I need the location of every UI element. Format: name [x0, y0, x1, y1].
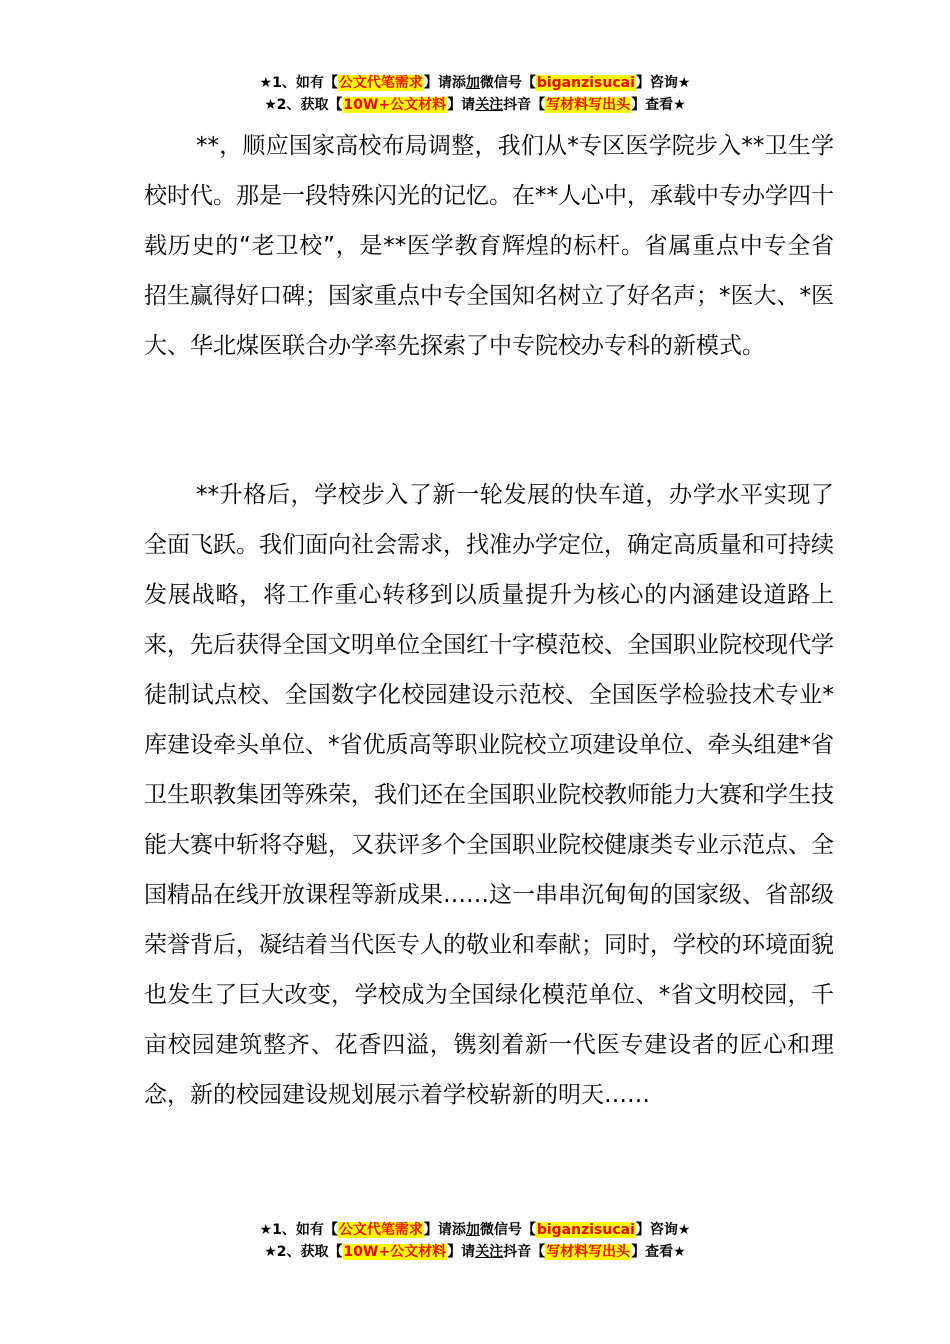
banner-highlight: 写材料写出头 [546, 1244, 631, 1260]
banner-text: 】咨询★ [635, 75, 691, 91]
footer-banner [0, 1219, 950, 1263]
banner-text: ★2、获取【 [264, 1244, 343, 1260]
banner-text: ★1、如有【 [259, 75, 338, 91]
paragraph-1: **，顺应国家高校布局调整，我们从*专区医学院步入**卫生学校时代。那是一段特殊闪光的记忆。在**人心中，承载中专办学四十载历史的“老卫校”，是**医学教育辉煌的标杆。省属重点中专全省招生赢得好口碑；国家重点中专全国知名树立了好名声；*医大、*医大、华北煤医联合办学率先探索了中专院校办专科的新模式。 [144, 133, 834, 359]
banner-line-2 [0, 94, 950, 116]
banner-highlight: 公文代笔需求 [338, 1222, 423, 1238]
banner-text: 】请添 [423, 75, 466, 91]
banner-text: 】查看★ [631, 1244, 686, 1260]
banner-text: 】请 [447, 97, 476, 113]
banner-highlight: 10W+公文材料 [343, 1244, 447, 1260]
banner-text: 微信号【 [479, 75, 536, 91]
paragraph-2: **升格后，学校步入了新一轮发展的快车道，办学水平实现了全面飞跃。我们面向社会需求，找准办学定位，确定高质量和可持续发展战略，将工作重心转移到以质量提升为核心的内涵建设道路上来，先后获得全国文明单位全国红十字模范校、全国职业院校现代学徒制试点校、全国数字化校园建设示范校、全国医学检验技术专业*库建设牵头单位、*省优质高等职业院校立项建设单位、牵头组建*省卫生职教集团等殊荣，我们还在全国职业院校教师能力大赛和学生技能大赛中斩将夺魁，又获评多个全国职业院校健康类专业示范点、全国精品在线开放课程等新成果……这一串串沉甸甸的国家级、省部级荣誉背后，凝结着当代医专人的敬业和奉献；同时，学校的环境面貌也发生了巨大改变，学校成为全国绿化模范单位、*省文明校园，千亩校园建筑整齐、花香四溢，镌刻着新一代医专建设者的匠心和理念，新的校园建设规划展示着学校崭新的明天…… [144, 482, 834, 1108]
banner-highlight: 10W+公文材料 [343, 97, 447, 113]
banner-text: ★2、获取【 [264, 97, 343, 113]
banner-text: 微信号【 [479, 1222, 536, 1238]
banner-underlined: 关注 [475, 1244, 504, 1260]
banner-underlined: 关注 [475, 97, 504, 113]
paragraph-1-block [144, 121, 834, 371]
banner-line-2 [0, 1241, 950, 1263]
banner-text: 抖音【 [503, 97, 546, 113]
banner-line-1 [0, 72, 950, 94]
banner-highlight: 写材料写出头 [546, 97, 631, 113]
banner-text: 】请 [447, 1244, 476, 1260]
banner-line-1 [0, 1219, 950, 1241]
banner-underlined: 加 [465, 75, 480, 91]
banner-text: 抖音【 [503, 1244, 546, 1260]
banner-text: ★1、如有【 [259, 1222, 338, 1238]
banner-text: 】请添 [423, 1222, 466, 1238]
header-banner [0, 72, 950, 116]
banner-highlight: biganzisucai [536, 75, 635, 91]
banner-text: 】查看★ [631, 97, 686, 113]
banner-highlight: biganzisucai [536, 1222, 635, 1238]
banner-highlight: 公文代笔需求 [338, 75, 423, 91]
banner-underlined: 加 [465, 1222, 480, 1238]
banner-text: 】咨询★ [635, 1222, 691, 1238]
paragraph-2-block [144, 470, 834, 1120]
